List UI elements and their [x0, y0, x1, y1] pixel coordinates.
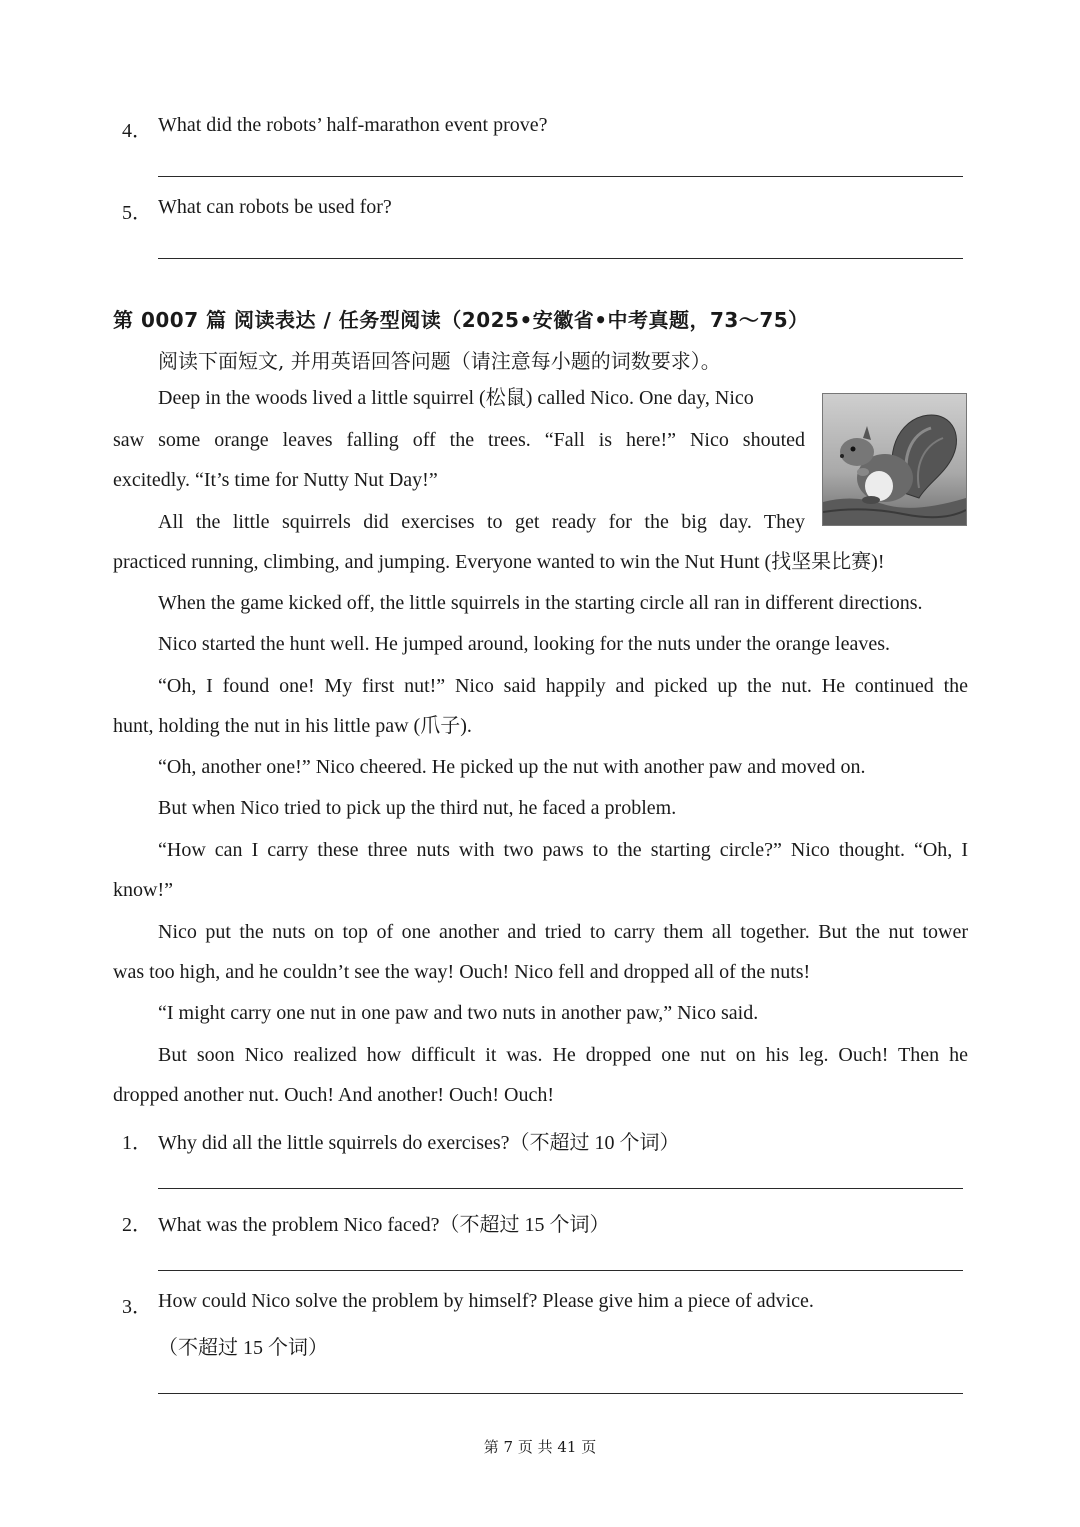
section-instruction: 阅读下面短文, 并用英语回答问题（请注意每小题的词数要求）。: [158, 349, 721, 373]
question-2-text: What was the problem Nico faced?（不超过 15 个词）: [158, 1214, 610, 1236]
answer-line-q2[interactable]: [158, 1270, 963, 1271]
answer-line-q4: [158, 176, 963, 177]
passage-p2-line2: practiced running, climbing, and jumping. Everyone wanted to win the Nut Hunt (找坚果比赛)!: [113, 551, 885, 573]
squirrel-photo: [822, 393, 967, 526]
passage-p1-line3: excitedly. “It’s time for Nutty Nut Day!”: [113, 469, 438, 491]
passage-p3: When the game kicked off, the little squirrels in the starting circle all ran in different directions.: [158, 592, 923, 614]
question-3-word-limit: （不超过 15 个词）: [158, 1337, 328, 1359]
answer-line-q5: [158, 258, 963, 259]
passage-p1-line2: saw some orange leaves falling off the trees. “Fall is here!” Nico shouted: [113, 429, 805, 451]
answer-line-q1[interactable]: [158, 1188, 963, 1189]
passage-p5-line2: hunt, holding the nut in his little paw (爪子).: [113, 715, 472, 737]
question-1-number: 1．: [122, 1132, 152, 1154]
question-5-text: What can robots be used for?: [158, 196, 392, 218]
passage-p5-line1: “Oh, I found one! My first nut!” Nico said happily and picked up the nut. He continued the: [158, 675, 968, 697]
passage-p11-line1: But soon Nico realized how difficult it was. He dropped one nut on his leg. Ouch! Then he: [158, 1044, 968, 1066]
question-4-text: What did the robots’ half-marathon event prove?: [158, 114, 548, 136]
question-3-text: How could Nico solve the problem by himself? Please give him a piece of advice.: [158, 1290, 814, 1312]
squirrel-illustration: [823, 394, 966, 525]
passage-p2-line1: All the little squirrels did exercises to get ready for the big day. They: [158, 511, 805, 533]
passage-p11-line2: dropped another nut. Ouch! And another! Ouch! Ouch!: [113, 1084, 554, 1106]
page-footer: 第 7 页 共 41 页: [483, 1438, 597, 1456]
passage-p10: “I might carry one nut in one paw and two nuts in another paw,” Nico said.: [158, 1002, 759, 1024]
answer-line-q3[interactable]: [158, 1393, 963, 1394]
passage-p8-line1: “How can I carry these three nuts with two paws to the starting circle?” Nico thought. “Oh, I: [158, 839, 968, 861]
passage-p7: But when Nico tried to pick up the third nut, he faced a problem.: [158, 797, 677, 819]
passage-p6: “Oh, another one!” Nico cheered. He picked up the nut with another paw and moved on.: [158, 756, 866, 778]
section-heading: 第 0007 篇 阅读表达 / 任务型阅读（2025•安徽省•中考真题，73～75）: [113, 308, 809, 332]
passage-p8-line2: know!”: [113, 879, 173, 901]
passage-p9-line1: Nico put the nuts on top of one another and tried to carry them all together. But the nut tower: [158, 921, 968, 943]
question-4-number: 4．: [122, 120, 152, 142]
passage-p1-line1: Deep in the woods lived a little squirrel (松鼠) called Nico. One day, Nico: [158, 387, 754, 409]
question-3-number: 3．: [122, 1296, 152, 1318]
passage-p9-line2: was too high, and he couldn’t see the way! Ouch! Nico fell and dropped all of the nuts!: [113, 961, 811, 983]
question-1-text: Why did all the little squirrels do exercises?（不超过 10 个词）: [158, 1132, 680, 1154]
question-5-number: 5．: [122, 202, 152, 224]
question-2-number: 2．: [122, 1214, 152, 1236]
passage-p4: Nico started the hunt well. He jumped around, looking for the nuts under the orange leaves.: [158, 633, 891, 655]
